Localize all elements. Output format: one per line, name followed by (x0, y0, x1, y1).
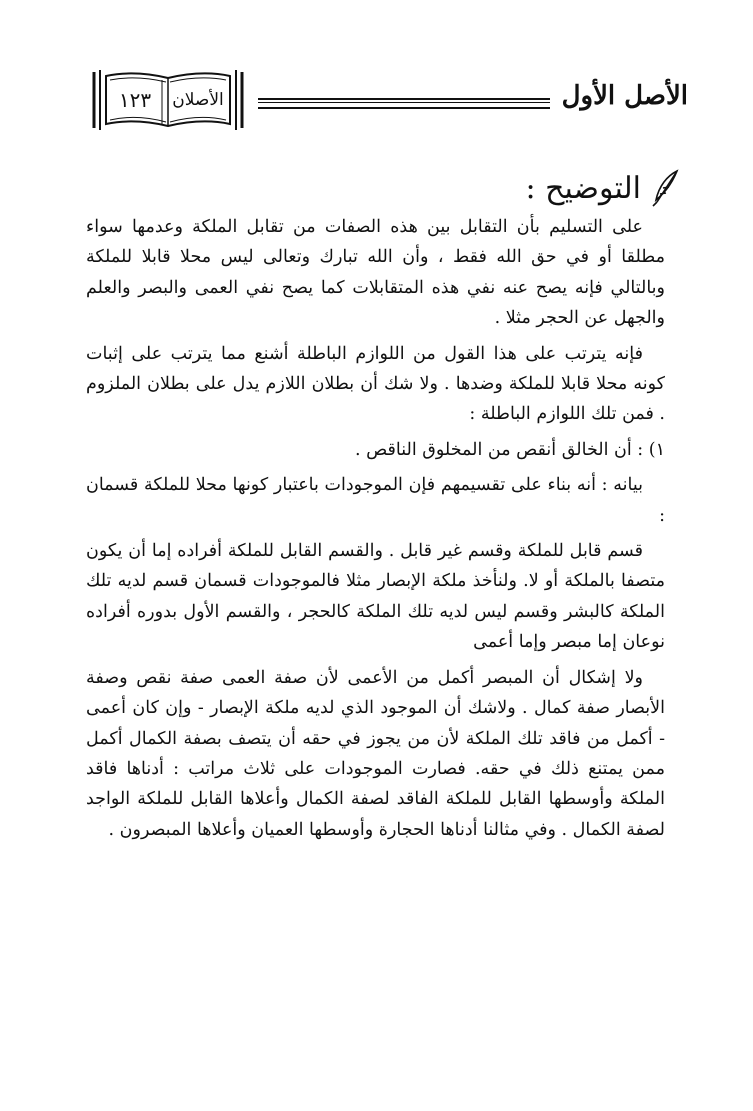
book-title: الأصلان (172, 90, 224, 110)
book-frame-icon (88, 68, 248, 132)
section-title: التوضيح : (525, 171, 641, 206)
paragraph: بيانه : أنه بناء على تقسيمهم فإن الموجودات باعتبار كونها محلا للملكة قسمان : (86, 475, 665, 526)
header-rule (258, 98, 550, 109)
paragraph: قسم قابل للملكة وقسم غير قابل . والقسم القابل للملكة أفراده إما أن يكون متصفا بالملكة أو لا. ولنأخذ ملكة الإبصار مثلا فالموجودات قسمان قسم لديه تلك الملكة كالبشر وقسم ليس لديه تلك الملكة كالحجر ، والقسم الأول بدوره أفراده نوعان إما مبصر وإما أعمى (86, 541, 665, 653)
paragraph: ولا إشكال أن المبصر أكمل من الأعمى لأن صفة العمى صفة نقص وصفة الأبصار صفة كمال . ولاشك أن الموجود الذي لديه ملكة الإبصار - وإن كان أعمى - أكمل من فاقد تلك الملكة لأن من يجوز في حقه أن يتصف بصفة الكمال أكمل ممن يمتنع ذلك في حقه. فصارت الموجودات على ثلاث مراتب : أدناها فاقد الملكة وأوسطها القابل للملكة الفاقد لصفة الكمال وأعلاها القابل للملكة الواجد لصفة الكمال . وفي مثالنا أدناها الحجارة وأوسطها العميان وأعلاها المبصرون . (86, 667, 665, 840)
paragraph: على التسليم بأن التقابل بين هذه الصفات من تقابل الملكة وعدمها سواء مطلقا أو في حق الله فقط ، وأن الله تبارك وتعالى ليس محلا قابلا للملكة وبالتالي فإنه يصح عنه نفي هذه المتقابلات كما يصح نفي العمى والبصر والعلم والجهل عن الحجر مثلا . (86, 217, 665, 329)
page-header (88, 68, 688, 132)
chapter-title: الأصل الأول (561, 81, 688, 111)
list-item: ١) : أن الخالق أنقص من المخلوق الناقص . (354, 439, 665, 460)
page-number: ١٢٣ (118, 88, 152, 112)
body-text (86, 212, 665, 845)
paragraph: فإنه يترتب على هذا القول من اللوازم الباطلة أشنع مما يترتب على إثبات كونه محلا قابلا للملكة وضدها . ولا شك أن بطلان اللازم يدل على بطلان الملزوم . فمن تلك اللوازم الباطلة : (86, 343, 665, 425)
quill-icon (649, 168, 683, 208)
section-heading (443, 166, 683, 212)
